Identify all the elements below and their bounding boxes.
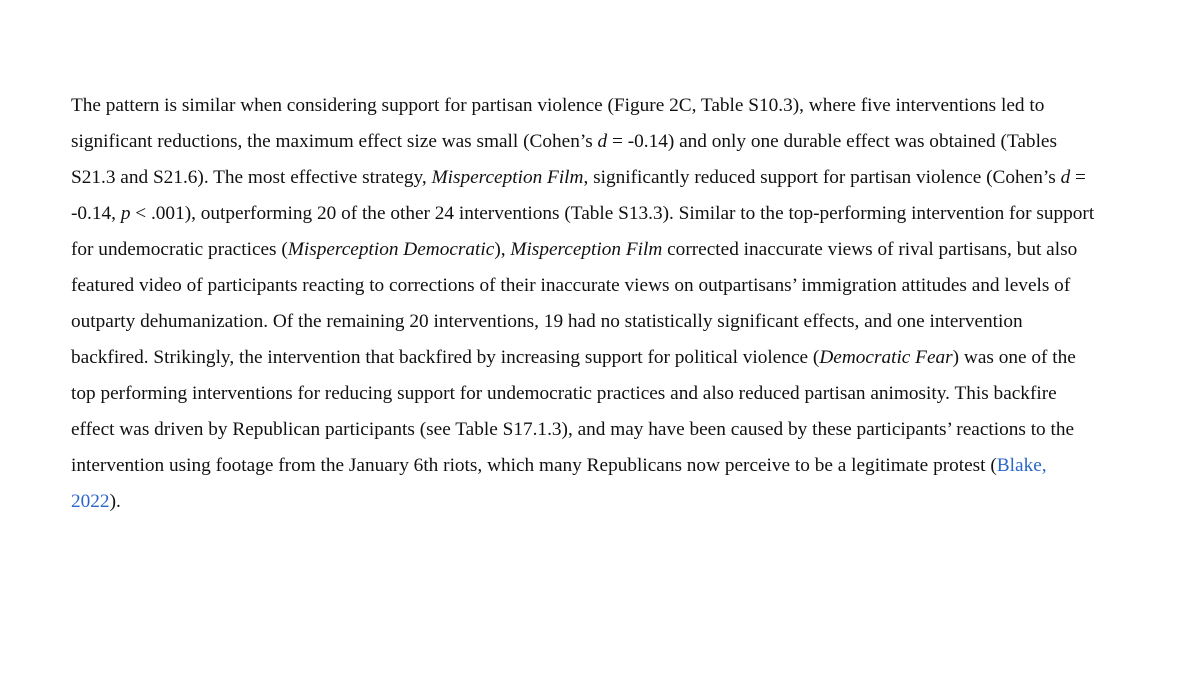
text-segment: = -0.14) and only one durable effect was obtained (Tables	[607, 131, 1057, 152]
text-line	[71, 376, 1151, 412]
text-segment: top performing interventions for reducing support for undemocratic practices and also reduced partisan animosity. This backfire	[71, 383, 1057, 404]
citation-link[interactable]: 2022	[71, 491, 110, 512]
text-segment: backfired. Strikingly, the intervention that backfired by increasing support for political violence (	[71, 347, 820, 368]
text-line	[71, 304, 1151, 340]
text-line	[71, 340, 1151, 376]
text-segment: =	[1070, 167, 1086, 188]
text-segment: significant reductions, the maximum effect size was small (Cohen’s	[71, 131, 598, 152]
text-segment: for undemocratic practices (	[71, 239, 288, 260]
text-segment: corrected inaccurate views of rival partisans, but also	[662, 239, 1078, 260]
italic-text: d	[1060, 167, 1071, 188]
italic-text: Misperception Film	[431, 167, 584, 188]
text-segment: outparty dehumanization. Of the remaining 20 interventions, 19 had no statistically significant effects, and one intervention	[71, 311, 1023, 332]
italic-text: Democratic Fear	[819, 347, 953, 368]
text-segment: ) was one of the	[952, 347, 1076, 368]
text-segment: featured video of participants reacting to corrections of their inaccurate views on outpartisans’ immigration attitudes and levels of	[71, 275, 1071, 296]
italic-text: Misperception Film	[510, 239, 663, 260]
text-segment: effect was driven by Republican participants (see Table S17.1.3), and may have been caused by these participants’ reactions to the	[71, 419, 1075, 440]
text-line	[71, 232, 1151, 268]
italic-text: d	[597, 131, 608, 152]
text-line	[71, 484, 1151, 520]
italic-text: p	[120, 203, 131, 224]
text-segment: , significantly reduced support for partisan violence (Cohen’s	[583, 167, 1061, 188]
text-segment: -0.14,	[71, 203, 121, 224]
text-line	[71, 448, 1151, 484]
text-segment: intervention using footage from the January 6th riots, which many Republicans now perceive to be a legitimate protest (	[71, 455, 997, 476]
text-line	[71, 268, 1151, 304]
text-segment: The pattern is similar when considering support for partisan violence (Figure 2C, Table S10.3), where five interventions led to	[71, 95, 1045, 116]
text-segment: S21.3 and S21.6). The most effective strategy,	[71, 167, 432, 188]
text-line	[71, 160, 1151, 196]
italic-text: Misperception Democratic	[287, 239, 495, 260]
text-line	[71, 88, 1151, 124]
citation-link[interactable]: Blake,	[996, 455, 1047, 476]
text-segment: ),	[494, 239, 511, 260]
text-line	[71, 124, 1151, 160]
text-line	[71, 196, 1151, 232]
text-segment: ).	[109, 491, 121, 512]
body-paragraph	[71, 88, 1151, 520]
text-line	[71, 412, 1151, 448]
text-segment: < .001), outperforming 20 of the other 24 interventions (Table S13.3). Similar to the top-performing intervention for support	[130, 203, 1095, 224]
